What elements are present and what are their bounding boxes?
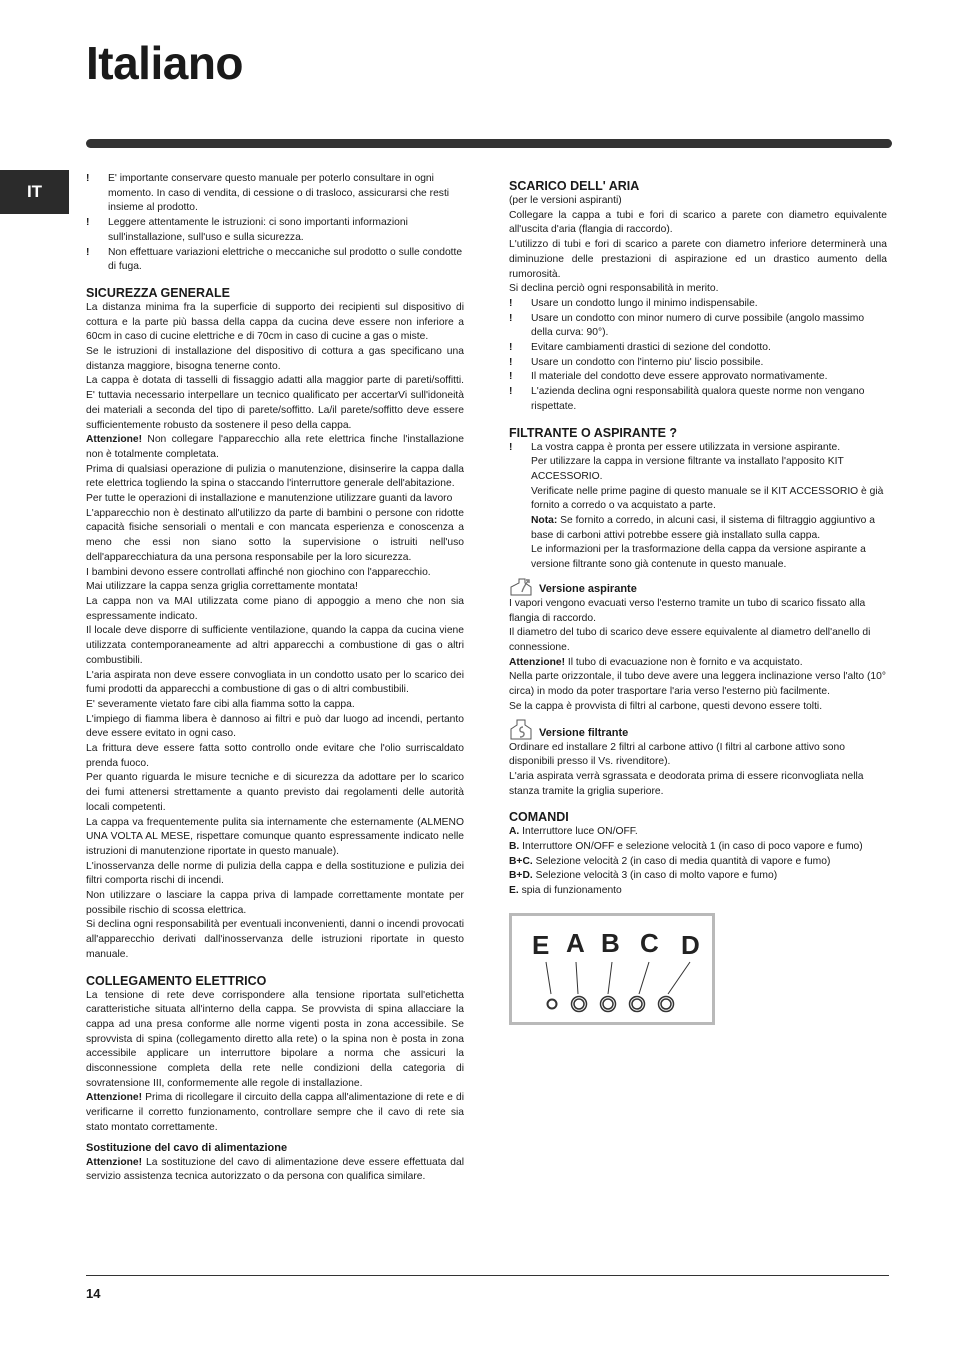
exclamation-icon: ! (509, 342, 513, 354)
exclamation-icon: ! (509, 386, 513, 398)
paragraph: L'inosservanza delle norme di pulizia della cappa e della sostituzione e pulizia dei filtri comporta rischi di incendi. (86, 860, 464, 887)
control-panel-svg (512, 916, 712, 1022)
label-e: E (532, 929, 550, 960)
command-key: A. (509, 826, 520, 838)
sub-heading-aspirante: Versione aspirante (539, 582, 637, 595)
exclamation-icon: ! (509, 297, 513, 309)
paragraph-text: Prima di ricollegare il circuito della cappa all'alimentazione di rete e di verificarne il corretto funzionamento, controllare sempre che il cavo di rete sia stato montato correttamente. (86, 1092, 464, 1133)
command-text: Interruttore ON/OFF e selezione velocità 1 (in caso di poco vapore e fumo) (519, 841, 863, 853)
command-item (509, 840, 887, 855)
paragraph: Si declina ogni responsabilità per eventuali inconvenienti, danni o incendi provocati all'apparecchio derivati dall'inosservanza delle istruzioni riportate in questo manuale. (86, 919, 464, 960)
note-label: Nota: (531, 515, 558, 527)
section-heading-scarico: SCARICO DELL' ARIA (509, 179, 640, 193)
paragraph: Si declina perciò ogni responsabilità in merito. (509, 283, 719, 295)
speed3-button-inner-icon (661, 999, 671, 1009)
section-heading-sicurezza: SICUREZZA GENERALE (86, 285, 230, 300)
paragraph: L'impiego di fiamma libera è dannoso ai filtri e può dar luogo ad incendi, pertanto deve essere evitato in ogni caso. (86, 713, 464, 740)
paragraph-text: Non collegare l'apparecchio alla rete elettrica finche l'installazione non è totalmente completata. (86, 434, 464, 460)
paragraph: Se le istruzioni di installazione del dispositivo di cottura a gas specificano una distanza maggiore, bisogna tenerne conto. (86, 346, 464, 372)
paragraph: Per quanto riguarda le misure tecniche e di sicurezza da adottare per lo scarico dei fumi attenersi strettamente a quanto previsto dai regolamenti delle autorità locali competenti. (86, 772, 464, 813)
paragraph: Collegare la cappa a tubi e fori di scarico a parete con diametro equivalente all'uscita d'aria (flangia di raccordo). (509, 209, 887, 236)
header-rule (86, 139, 892, 148)
command-text: spia di funzionamento (518, 885, 622, 897)
list-item (509, 441, 887, 573)
exclamation-icon: ! (509, 441, 513, 453)
paragraph (86, 433, 464, 462)
extraction-hood-icon (509, 577, 533, 597)
list-item (509, 341, 887, 356)
sub-heading-filtrante-v: Versione filtrante (539, 726, 629, 739)
warning-label: Attenzione! (509, 656, 566, 668)
paragraph: L'utilizzo di tubi e fori di scarico a parete con diametro inferiore determinerà una diminuzione delle prestazioni di aspirazione ed un drastico aumento della rumorosità. (509, 239, 887, 280)
command-key: B. (509, 841, 520, 853)
paragraph (86, 1156, 464, 1185)
list-item-text: Le informazioni per la trasformazione della cappa da versione aspirante a versione filtrante sono già contenute in questo manuale. (531, 544, 866, 571)
warning-label: Attenzione! (86, 1092, 143, 1104)
list-item-text: Il materiale del condotto deve essere approvato normativamente. (531, 371, 828, 383)
speed2-button-inner-icon (632, 999, 642, 1009)
command-text: Selezione velocità 2 (in caso di media quantità di vapore e fumo) (532, 855, 831, 867)
list-item-text: Usare un condotto lungo il minimo indispensabile. (531, 297, 758, 309)
paragraph-text: Il tubo di evacuazione non è fornito e va acquistato. (565, 656, 803, 668)
command-text: Selezione velocità 3 (in caso di molto vapore e fumo) (532, 870, 778, 882)
command-item (509, 855, 887, 870)
paragraph: Nella parte orizzontale, il tubo deve avere una leggera inclinazione verso l'alto (10° circa) in modo da poter trasportare l'aria verso l'esterno più facilmente. (509, 671, 886, 698)
left-column (86, 172, 464, 1185)
list-item-text: Usare un condotto con l'interno piu' liscio possibile. (531, 356, 764, 368)
command-key: B+D. (509, 870, 533, 882)
exclamation-icon: ! (86, 173, 90, 184)
list-item-text: Verificate nelle prime pagine di questo manuale se il KIT ACCESSORIO è già fornito a corredo o va acquistato a parte. (531, 485, 884, 512)
language-tab: IT (0, 170, 69, 214)
paragraph: I vapori vengono evacuati verso l'esterno tramite un tubo di scarico fissato alla flangia di raccordo. (509, 597, 866, 624)
page-number: 14 (86, 1286, 101, 1301)
list-item-text: Se fornito a corredo, in alcuni casi, il sistema di filtraggio aggiuntivo a base di carboni attivi potrebbe essere già installato sulla cappa. (531, 515, 875, 541)
label-d: D (681, 929, 700, 960)
paragraph: (per le versioni aspiranti) (509, 195, 622, 206)
paragraph: Per tutte le operazioni di installazione e manutenzione utilizzare guanti da lavoro (86, 493, 453, 505)
sub-heading-aspirante-row (509, 577, 887, 597)
indicator-light-icon (548, 999, 557, 1008)
sub-heading-cavo: Sostituzione del cavo di alimentazione (86, 1141, 288, 1154)
page-title: Italiano (86, 37, 244, 89)
paragraph: La cappa non va MAI utilizzata come piano di appoggio a meno che non sia espressamente indicato. (86, 595, 464, 622)
command-item (509, 884, 887, 899)
control-panel-diagram (509, 913, 715, 1025)
label-a: A (566, 927, 585, 958)
leader-line (668, 962, 690, 994)
exclamation-icon: ! (86, 217, 90, 229)
paragraph: Mai utilizzare la cappa senza griglia correttamente montata! (86, 581, 358, 593)
section-heading-filtrante: FILTRANTE O ASPIRANTE ? (509, 425, 678, 440)
footer-rule (86, 1275, 889, 1276)
warning-label: Attenzione! (86, 434, 143, 446)
paragraph: Ordinare ed installare 2 filtri al carbone attivo (I filtri al carbone attivo sono disponibili presso il Vs. rivenditore). (509, 741, 845, 768)
intro-item (86, 172, 464, 216)
paragraph (509, 656, 887, 671)
light-button-inner-icon (574, 999, 584, 1009)
list-item-text: Evitare cambiamenti drastici di sezione del condotto. (531, 342, 771, 354)
intro-item (86, 246, 464, 275)
paragraph: La distanza minima fra la superficie di supporto dei recipienti sul dispositivo di cottura e la parte più bassa della cappa da cucina deve essere non inferiore a 60cm in caso di cucine elettriche e di 70cm in caso di cucine a gas o miste. (86, 301, 464, 343)
section-heading-collegamento: COLLEGAMENTO ELETTRICO (86, 973, 267, 988)
paragraph: L'apparecchio non è destinato all'utilizzo da parte di bambini o persone con ridotte capacità fisiche sensoriali o mentali e con mancata esperienza e conoscenza a meno che essi non siano sotto la supervisione o istruiti nell'uso dell'apparecchiatura da una persona responsabile per la loro sicurezza. (86, 507, 464, 563)
paragraph: L'aria aspirata verrà sgrassata e deodorata prima di essere riconvogliata nella stanza tramite la griglia superiore. (509, 770, 864, 797)
exclamation-icon: ! (509, 356, 513, 368)
paragraph: La cappa è dotata di tasselli di fissaggio adatti alla maggior parte di pareti/soffitti. E' tuttavia necessario interpellare un tecnico qualificato per accertarVi sull'idoneità dei materiali a seconda del tipo di parete/soffitto. La/il parete/soffitto deve essere sufficientemente robusto da sostenere il peso della cappa. (86, 375, 464, 431)
paragraph: I bambini devono essere controllati affinché non giochino con l'apparecchio. (86, 566, 431, 578)
intro-item (86, 216, 464, 245)
sub-heading-filtrante-row (509, 719, 887, 741)
list-item (509, 312, 887, 341)
leader-line (608, 962, 612, 994)
intro-text: E' importante conservare questo manuale per poterlo consultare in ogni momento. In caso di vendita, di cessione o di trasloco, assicurarsi che resti insieme al prodotto. (108, 173, 450, 214)
list-item-text: Usare un condotto con minor numero di curve possibile (angolo massimo della curva: 90°). (531, 312, 865, 339)
paragraph: La frittura deve essere fatta sotto controllo onde evitare che l'olio surriscaldato prenda fuoco. (86, 743, 464, 769)
leader-line (639, 962, 649, 994)
command-key: E. (509, 885, 519, 897)
list-item-text: La vostra cappa è pronta per essere utilizzata in versione aspirante. (531, 441, 841, 453)
exclamation-icon: ! (86, 246, 90, 258)
right-column (509, 178, 887, 1025)
list-item (509, 356, 887, 371)
speed1-button-inner-icon (603, 999, 613, 1009)
command-key: B+C. (509, 855, 533, 867)
command-text: Interruttore luce ON/OFF. (519, 826, 638, 838)
exclamation-icon: ! (509, 371, 513, 383)
leader-line (546, 962, 551, 994)
leader-line (576, 962, 578, 994)
recirculation-hood-icon (509, 719, 533, 741)
list-item-text: L'azienda declina ogni responsabilità qualora queste norme non vengano rispettate. (531, 386, 865, 412)
list-item (509, 370, 887, 385)
paragraph: La tensione di rete deve corrispondere alla tensione riportata sull'etichetta caratteristiche situata all'interno della cappa. Se provvista di spina allacciare la cappa ad una presa conforme alle norme vigenti posta in zona accessibile. Se sprovvista di spina (collegamento diretto alla rete) o la spina non è posta in zona accessibile applicare un interruttore bipolare a norma che assicuri la disconnessione completa della rete nelle condizioni della categoria di sovratensione III, conformemente alle regole di installazione. (86, 989, 464, 1089)
list-item (509, 297, 887, 312)
paragraph: Se la cappa è provvista di filtri al carbone, questi devono essere tolti. (509, 700, 823, 712)
list-item (509, 385, 887, 414)
intro-text: Non effettuare variazioni elettriche o meccaniche sul prodotto o sulle condotte di fuga. (108, 246, 463, 273)
paragraph: Non utilizzare o lasciare la cappa priva di lampade correttamente montate per possibile rischio di scossa elettrica. (86, 890, 464, 916)
section-heading-comandi: COMANDI (509, 810, 569, 825)
paragraph: Prima di qualsiasi operazione di pulizia o manutenzione, disinserire la cappa dalla rete elettrica togliendo la spina o staccando l'interruttore generale dell'abitazione. (86, 463, 464, 490)
paragraph-text: La sostituzione del cavo di alimentazione deve essere effettuata dal servizio assistenza tecnica autorizzato o da persona con qualifica similare. (86, 1156, 464, 1183)
label-c: C (640, 927, 659, 958)
paragraph: Il locale deve disporre di sufficiente ventilazione, quando la cappa da cucina viene utilizzata contemporaneamente ad altri apparecchi a combustione di gas o altri combustibili. (86, 625, 464, 666)
label-b: B (601, 927, 620, 958)
paragraph: Il diametro del tubo di scarico deve essere equivalente al diametro dell'anello di connessione. (509, 627, 871, 653)
list-item-body (531, 441, 887, 573)
command-item (509, 825, 887, 840)
list-item-text: Per utilizzare la cappa in versione filtrante va installato l'apposito KIT ACCESSORIO. (531, 456, 844, 482)
paragraph: La cappa va frequentemente pulita sia internamente che esternamente (ALMENO UNA VOLTA AL MESE, rispettare comunque quanto espressamente indicato nelle istruzioni di manutenzione riportate in questo manuale). (86, 816, 464, 857)
note-text (531, 514, 887, 543)
exclamation-icon: ! (509, 312, 513, 324)
paragraph: L'aria aspirata non deve essere convogliata in un condotto usato per lo scarico dei fumi prodotti da apparecchi a combustione di gas o di altri combustibili. (86, 669, 464, 696)
warning-label: Attenzione! (86, 1156, 143, 1168)
intro-text: Leggere attentamente le istruzioni: ci sono importanti informazioni sull'installazione, sull'uso e sulla sicurezza. (108, 217, 408, 243)
paragraph: E' severamente vietato fare cibi alla fiamma sotto la cappa. (86, 698, 355, 710)
command-item (509, 869, 887, 884)
paragraph (86, 1091, 464, 1135)
